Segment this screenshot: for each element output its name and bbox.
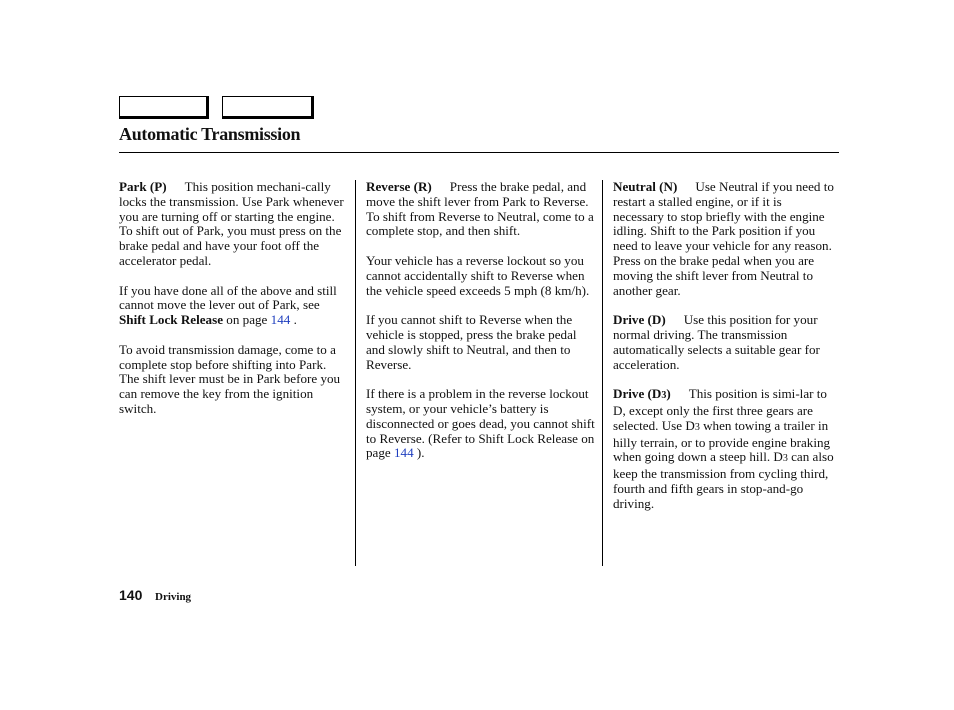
drive-term: Drive (D) bbox=[613, 312, 666, 328]
neutral-term: Neutral (N) bbox=[613, 179, 678, 194]
page-title: Automatic Transmission bbox=[119, 124, 301, 144]
shift-lock-paragraph bbox=[119, 284, 349, 328]
shift-lock-text: If you have done all of the above and still cannot move the lever out of Park, see bbox=[119, 282, 337, 313]
nav-back-button[interactable] bbox=[119, 96, 209, 119]
drive-text: Use this position for your normal driving. The transmission automatically selects a suitable gear for acceleration. bbox=[613, 312, 820, 372]
text-column-1 bbox=[119, 180, 349, 432]
lockout-problem-text: If there is a problem in the reverse lockout system, or your vehicle’s battery is disconnected or goes dead, you cannot shift to Reverse. (Refer to Shift Lock Release on page bbox=[366, 386, 595, 461]
park-text: This position mechani-cally locks the transmission. Use Park whenever you are turning off or starting the engine. To shift out of Park, you must press on the brake pedal and have your foot off the accelerator pedal. bbox=[119, 179, 344, 268]
park-paragraph bbox=[119, 180, 349, 269]
neutral-paragraph bbox=[613, 180, 835, 298]
reverse-text: Press the brake pedal, and move the shift lever from Park to Reverse. To shift from Reverse to Neutral, come to a complete stop, and then shift. bbox=[366, 179, 594, 239]
drive-d3-text-a: This position is simi-lar to D, except only the first three gears are selected. Use D bbox=[613, 386, 827, 433]
shift-lock-text-c: . bbox=[290, 312, 297, 328]
reverse-term: Reverse (R) bbox=[366, 179, 432, 194]
reverse-lockout-paragraph: Your vehicle has a reverse lockout so you cannot accidentally shift to Reverse when the vehicle speed exceeds 5 mph (8 km/h). bbox=[366, 252, 590, 298]
text-column-3 bbox=[613, 180, 835, 526]
shift-lock-text-b: on page bbox=[223, 312, 271, 328]
lockout-problem-paragraph bbox=[366, 387, 596, 461]
drive-d3-text-b: when towing a trailer in hilly terrain, or to provide engine braking when going down a steep hill. D bbox=[613, 417, 831, 465]
page-144-link[interactable]: 144 bbox=[270, 312, 291, 328]
page-144-link[interactable]: 144 bbox=[394, 445, 414, 461]
drive-d3-term bbox=[613, 386, 671, 401]
drive-d3-term-a: Drive (D bbox=[613, 386, 662, 402]
shift-lock-release-ref: Shift Lock Release bbox=[119, 312, 224, 328]
nav-index-button[interactable] bbox=[222, 96, 314, 119]
transmission-damage-paragraph: To avoid transmission damage, come to a complete stop before shifting into Park. The shift lever must be in Park before you can remove the key from the ignition switch. bbox=[119, 341, 341, 416]
column-divider-2 bbox=[602, 180, 603, 566]
neutral-text: Use Neutral if you need to restart a stalled engine, or if it is necessary to stop briefly with the engine idling. Shift to the Park position if you need to leave your vehicle for any reason. Press on the brake pedal when you are moving the shift lever from Neutral to another gear. bbox=[613, 179, 834, 298]
drive-d3-term-b: ) bbox=[666, 386, 671, 402]
section-name: Driving bbox=[155, 591, 192, 603]
text-column-2 bbox=[366, 180, 596, 476]
title-divider bbox=[119, 152, 839, 153]
drive-d3-subscript: 3 bbox=[661, 390, 667, 402]
cannot-shift-paragraph: If you cannot shift to Reverse when the vehicle is stopped, press the brake pedal and slowly shift to Neutral, and then to Reverse. bbox=[366, 312, 577, 372]
park-term: Park (P) bbox=[119, 179, 167, 194]
drive-d3-paragraph bbox=[613, 387, 835, 511]
page-number: 140 bbox=[119, 587, 143, 603]
drive-paragraph bbox=[613, 313, 835, 372]
lockout-problem-text-b: ). bbox=[413, 445, 425, 461]
d3-subscript: 3 bbox=[694, 421, 700, 433]
column-divider-1 bbox=[355, 180, 356, 566]
reverse-paragraph bbox=[366, 180, 596, 239]
drive-d3-text-c: can also keep the transmission from cycling third, fourth and fifth gears in stop-and-go driving. bbox=[613, 449, 834, 511]
d3-subscript: 3 bbox=[782, 453, 788, 465]
